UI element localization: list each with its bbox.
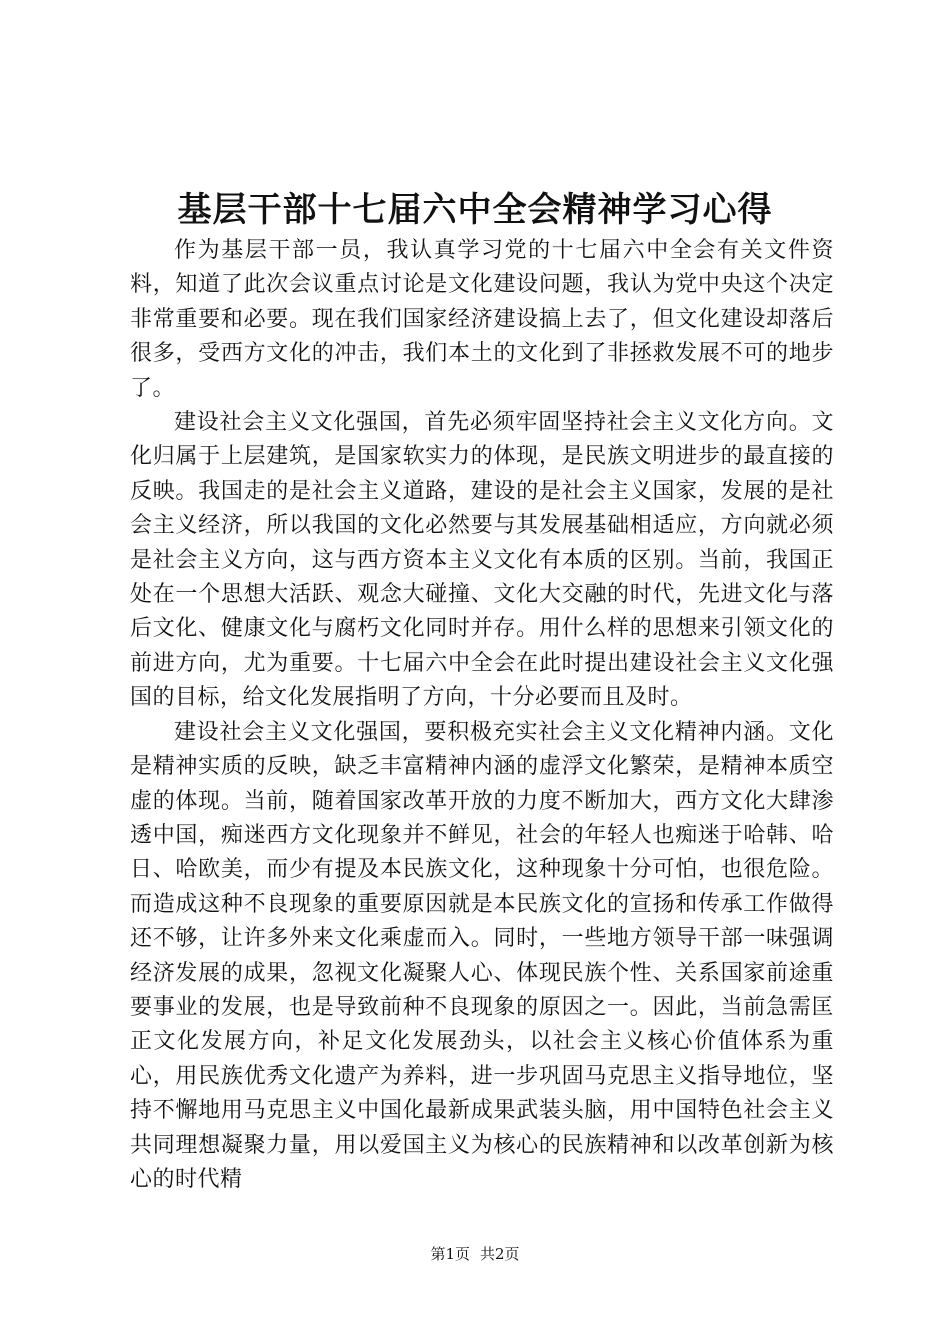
document-body (130, 234, 834, 1197)
page-number-total: 共2页 (480, 1245, 520, 1263)
page-footer (0, 1244, 950, 1264)
paragraph-1: 作为基层干部一员，我认真学习党的十七届六中全会有关文件资料，知道了此次会议重点讨论是文化建设问题，我认为党中央这个决定非常重要和必要。现在我们国家经济建设搞上去了，但文化建设却落后很多，受西方文化的冲击，我们本土的文化到了非拯救发展不可的地步了。 (130, 238, 834, 401)
document-title: 基层干部十七届六中全会精神学习心得 (177, 190, 773, 230)
paragraph-3: 建设社会主义文化强国，要积极充实社会主义文化精神内涵。文化是精神实质的反映，缺乏丰富精神内涵的虚浮文化繁荣，是精神本质空虚的体现。当前，随着国家改革开放的力度不断加大，西方文化大肆渗透中国，痴迷西方文化现象并不鲜见，社会的年轻人也痴迷于哈韩、哈日、哈欧美，而少有提及本民族文化，这种现象十分可怕，也很危险。而造成这种不良现象的重要原因就是本民族文化的宣扬和传承工作做得还不够，让许多外来文化乘虚而入。同时，一些地方领导干部一味强调经济发展的成果，忽视文化凝聚人心、体现民族个性、关系国家前途重要事业的发展，也是导致前种不良现象的原因之一。因此，当前急需匡正文化发展方向，补足文化发展劲头，以社会主义核心价值体系为重心，用民族优秀文化遗产为养料，进一步巩固马克思主义指导地位，坚持不懈地用马克思主义中国化最新成果武装头脑，用中国特色社会主义共同理想凝聚力量，用以爱国主义为核心的民族精神和以改革创新为核心的时代精 (130, 719, 834, 1192)
page-number-current: 第1页 (430, 1245, 470, 1263)
paragraph-2: 建设社会主义文化强国，首先必须牢固坚持社会主义文化方向。文化归属于上层建筑，是国家软实力的体现，是民族文明进步的最直接的反映。我国走的是社会主义道路，建设的是社会主义国家，发展的是社会主义经济，所以我国的文化必然要与其发展基础相适应，方向就必须是社会主义方向，这与西方资本主义文化有本质的区别。当前，我国正处在一个思想大活跃、观念大碰撞、文化大交融的时代，先进文化与落后文化、健康文化与腐朽文化同时并存。用什么样的思想来引领文化的前进方向，尤为重要。十七届六中全会在此时提出建设社会主义文化强国的目标，给文化发展指明了方向，十分必要而且及时。 (130, 410, 834, 711)
